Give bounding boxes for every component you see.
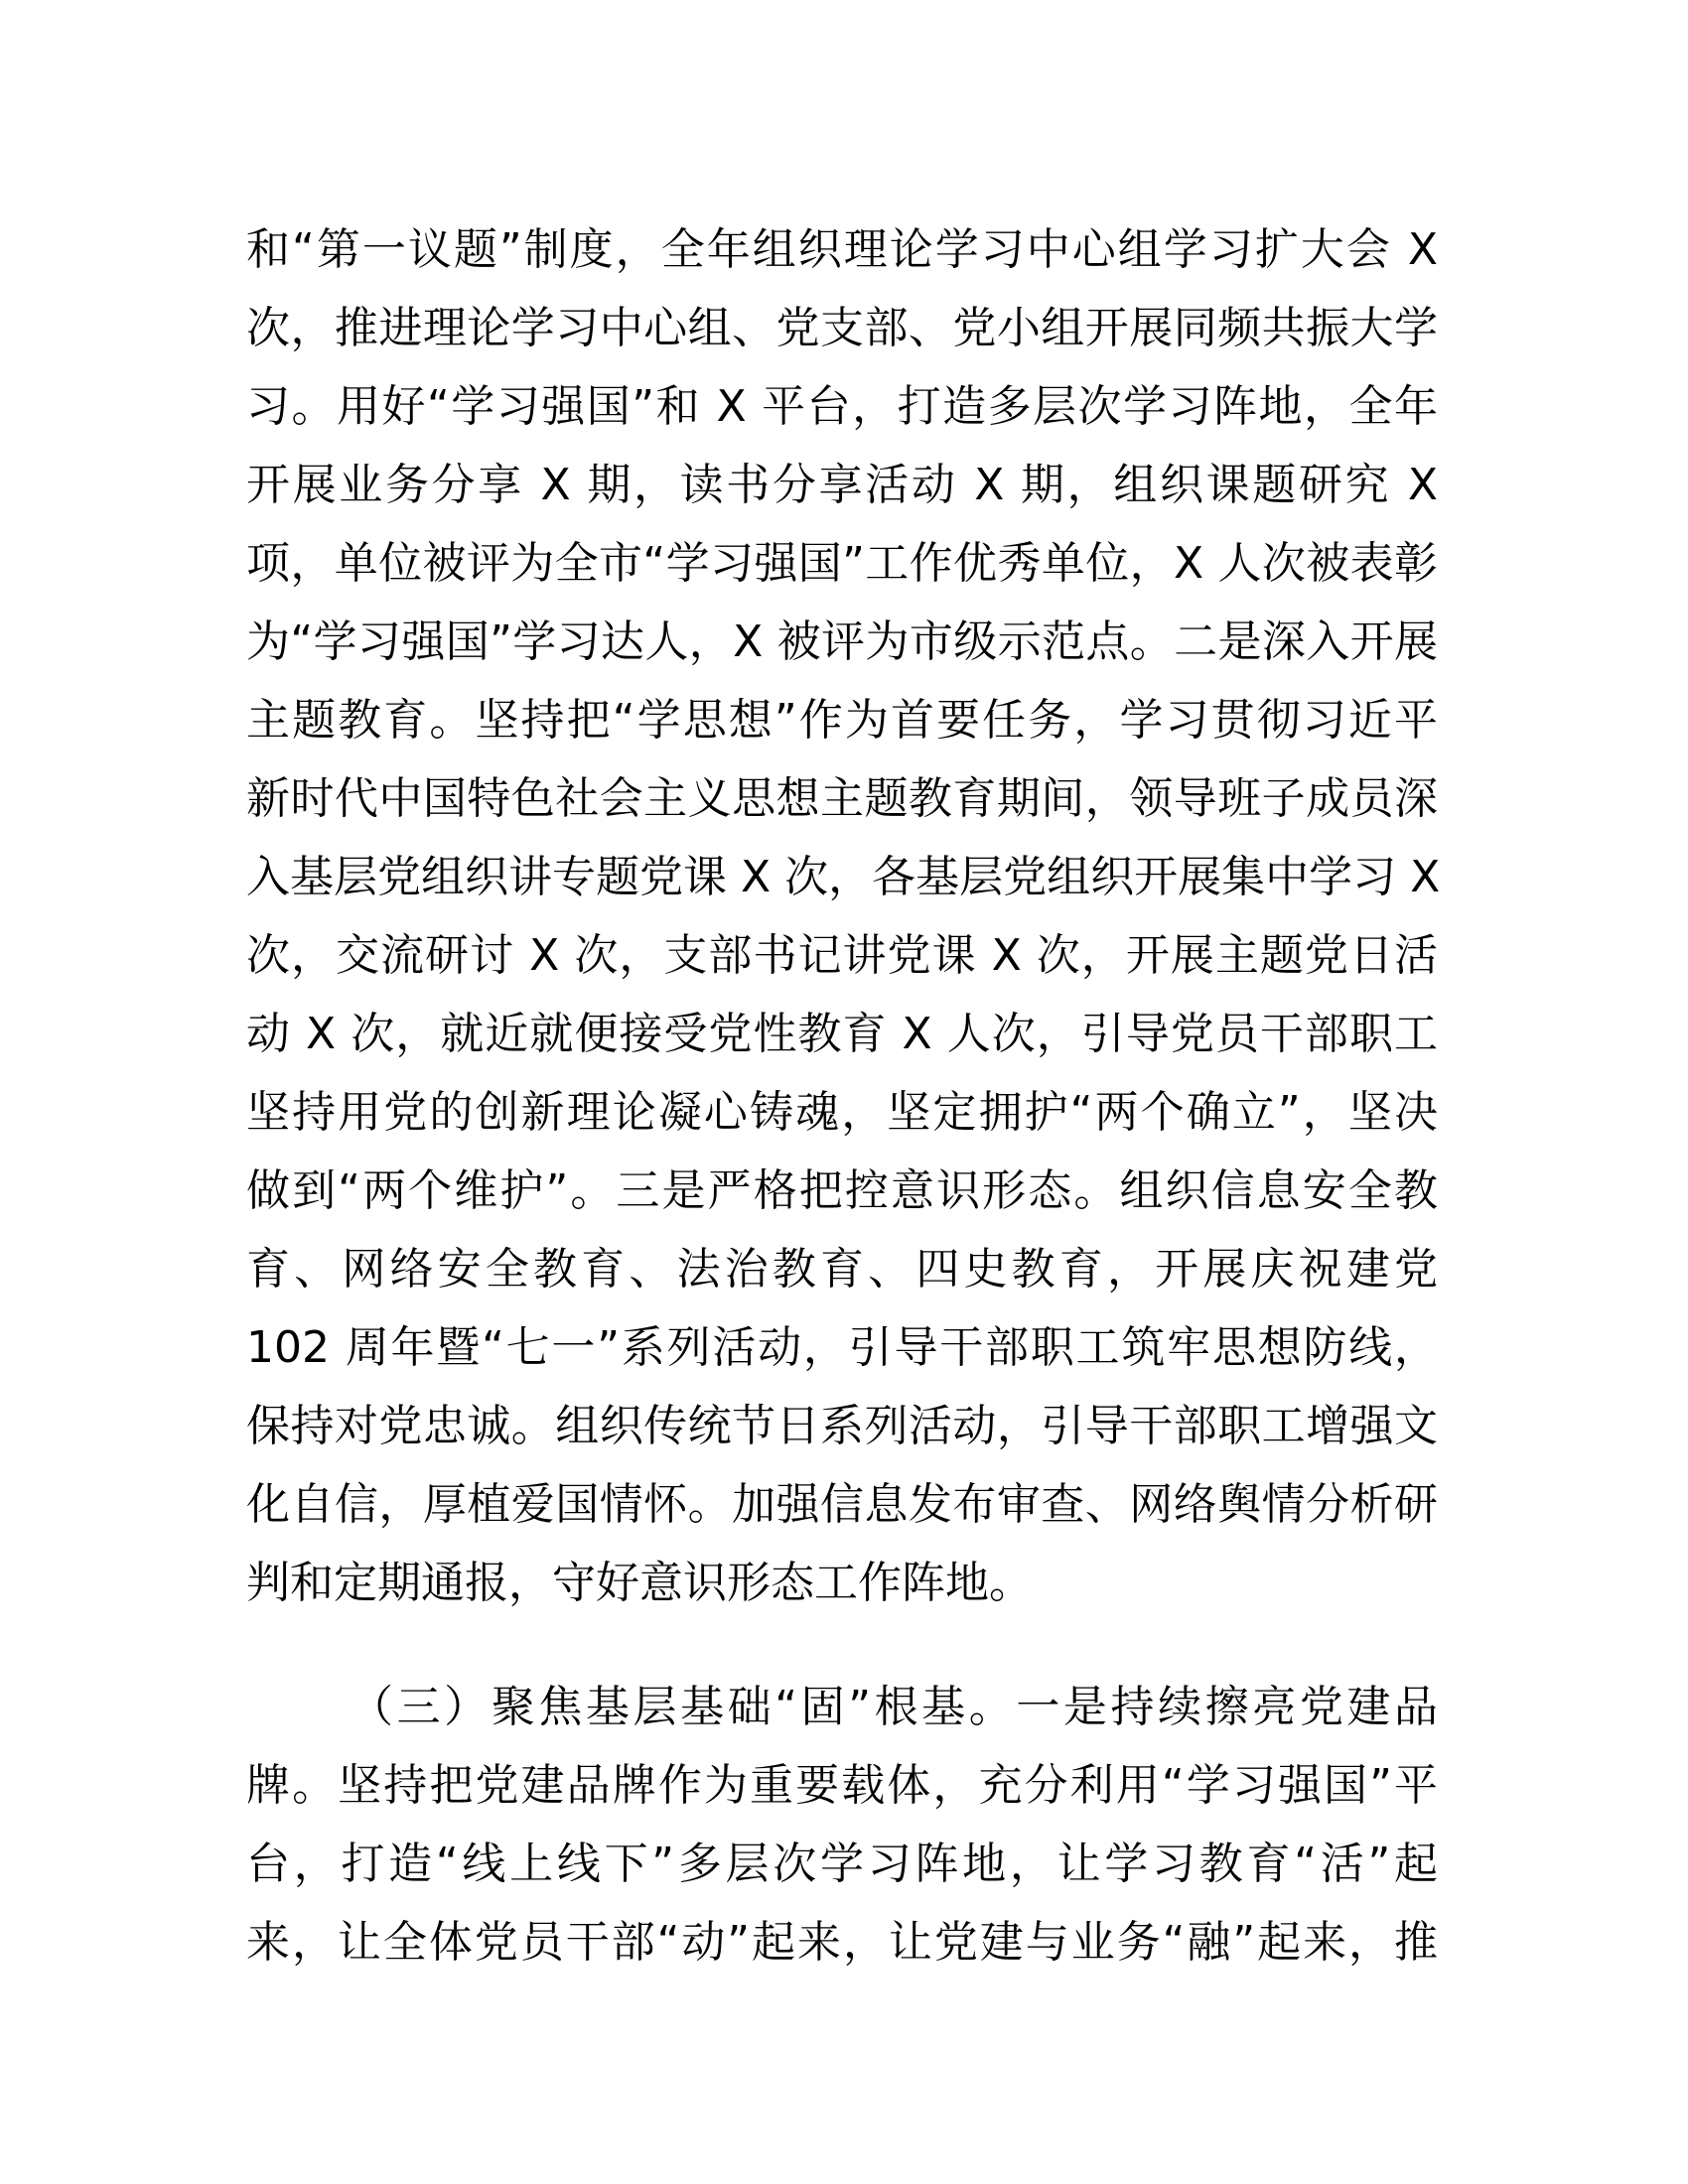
text-line: 动 X 次，就近就便接受党性教育 X 人次，引导党员干部职工 — [246, 1009, 1438, 1059]
text-line: 次，推进理论学习中心组、党支部、党小组开展同频共振大学 — [246, 303, 1438, 353]
text-line: 入基层党组织讲专题党课 X 次，各基层党组织开展集中学习 X — [246, 852, 1441, 902]
text-line: 为“学习强国”学习达人，X 被评为市级示范点。二是深入开展 — [246, 616, 1438, 667]
text-line: 牌。坚持把党建品牌作为重要载体，充分利用“学习强国”平 — [246, 1760, 1438, 1811]
text-line: 和“第一议题”制度，全年组织理论学习中心组学习扩大会 X — [246, 224, 1438, 275]
text-line: 育、网络安全教育、法治教育、四史教育，开展庆祝建党 — [246, 1244, 1438, 1295]
text-line: 判和定期通报，守好意识形态工作阵地。 — [246, 1558, 1033, 1608]
text-line: 来，让全体党员干部“动”起来，让党建与业务“融”起来，推 — [246, 1917, 1438, 1968]
text-line: 台，打造“线上线下”多层次学习阵地，让学习教育“活”起 — [246, 1839, 1438, 1889]
text-line: 做到“两个维护”。三是严格把控意识形态。组织信息安全教 — [246, 1165, 1438, 1216]
text-line: 102 周年暨“七一”系列活动，引导干部职工筑牢思想防线， — [246, 1322, 1438, 1373]
text-line: 化自信，厚植爱国情怀。加强信息发布审查、网络舆情分析研 — [246, 1479, 1438, 1530]
text-line: 项，单位被评为全市“学习强国”工作优秀单位，X 人次被表彰 — [246, 538, 1438, 589]
text-line: 保持对党忠诚。组织传统节日系列活动，引导干部职工增强文 — [246, 1401, 1438, 1451]
paragraph-2 — [246, 1668, 1438, 1981]
paragraph-spacer — [246, 1622, 1438, 1668]
text-line: 开展业务分享 X 期，读书分享活动 X 期，组织课题研究 X — [246, 460, 1438, 510]
text-line: 新时代中国特色社会主义思想主题教育期间，领导班子成员深 — [246, 773, 1438, 824]
document-body — [246, 210, 1441, 1981]
text-line: 主题教育。坚持把“学思想”作为首要任务，学习贯彻习近平 — [246, 695, 1438, 746]
text-line: 坚持用党的创新理论凝心铸魂，坚定拥护“两个确立”，坚决 — [246, 1087, 1438, 1138]
text-line: 次，交流研讨 X 次，支部书记讲党课 X 次，开展主题党日活 — [246, 930, 1438, 981]
section-heading-line: （三）聚焦基层基础“固”根基。一是持续擦亮党建品 — [350, 1682, 1438, 1732]
paragraph-1 — [246, 210, 1441, 1622]
text-line: 习。用好“学习强国”和 X 平台，打造多层次学习阵地，全年 — [246, 381, 1438, 432]
